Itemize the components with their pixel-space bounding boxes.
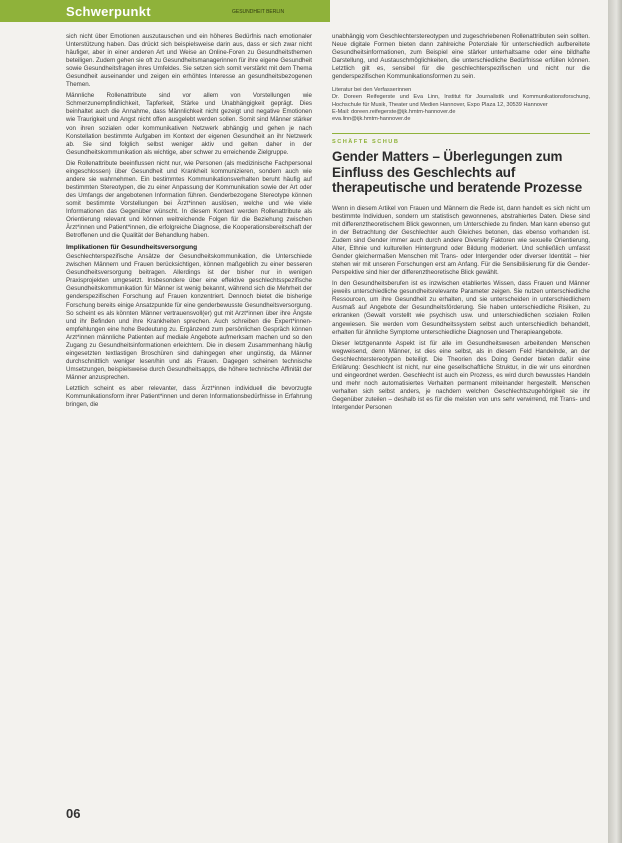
article-tag: SCHÄFTE SCHUB	[332, 139, 400, 146]
page-number: 06	[66, 806, 81, 821]
body-paragraph: Männliche Rollenattribute sind vor allem von Vorstellungen wie Schmerzunempfindlichkeit, Tapferkeit, Stärke und Unabhängigkeit geprägt. Dies beinhaltet auch die Annahme, dass Männlichkeit nicht gezeigt und negative Emotionen wie Traurigkeit und Angst nicht offen ausgelebt werden sollen. Somit sind Männer stärker von ihren sozialen oder kommunikativen Netzwerk abhängig und gehen je nach Konstellation bestimmte Aufgaben im Kontext der eigenen Gesundheit an ihr Netzwerk ab. Sie sind folglich selbst weniger aktiv und gelten daher in der Gesundheitskommunikation als wichtige, aber schwer zu erreichende Zielgruppe.	[66, 92, 312, 156]
section-header-band	[0, 0, 330, 22]
article-headline: Gender Matters – Überlegungen zum Einfluss des Geschlechts auf therapeutische und beratende Prozesse	[332, 149, 583, 196]
body-paragraph: Geschlechterspezifische Ansätze der Gesundheitskommunikation, die Unterschiede zwischen Männern und Frauen berücksichtigen, können maßgeblich zu einer besseren Gesundheitsversorgung beitragen. Allerdings ist der bisher nur in wenigen Praxisprojekten umgesetzt. Insbesondere über eine effektive geschlechtsspezifische Gesundheitskommunikation für Männer ist wenig bekannt, während sich die Mehrheit der genderspezifischen Forschung auf Frauen konzentriert. Dennoch bietet die bisherige Forschung bereits einige Ansatzpunkte für eine genderbewusste Gesundheitsversorgung. So scheint es als könnten Männer vertrauensvoll(er) gut mit Arzt*innen über ihre Ängste und ihr Befinden und ihre Krankheiten sprechen. Auch schreiben die Expert*innen-empfehlungen eine hohe Bedeutung zu. Ergänzend zum persönlichen Gespräch können Arzt*innen männliche Patienten auf mediale Angebote aufmerksam machen und so den Zugang zu Gesundheitsinformationen erleichtern. Die in diesem Zusammenhang häufig eingesetzten textlastigen Broschüren sind dahingegen eher ungünstig, da Männer durchschnittlich weniger lesen/hin und als Frauen. Dagegen scheinen technische Umsetzungen, beispielsweise durch Gesundheitsapps, die höhere technische Affinität der Männer anzusprechen.	[66, 253, 312, 381]
body-paragraph: Dieser letztgenannte Aspekt ist für alle im Gesundheitswesen arbeitenden Menschen wegweisend, denn Männer, ist dies eine selbst, als in diesem Feld Handelnde, an der Geschlechterstereotypen beteiligt. Die Theorien des Doing Gender bieten dafür eine Erklärung: Geschlecht ist nicht, nur eine gesellschaftliche Struktur, in die wir uns einordnen und eingeordnet werden. Geschlecht ist auch ein Prozess, es wird durch bewusstes Handeln und mehr noch automatisiertes Verhalten permanent miteinander hergestellt. Menschen verhalten sich selbst anders, je nachdem welchen Geschlechtszugehörigkeit sie ihr Gegenüber zuteilen – deshalb ist es für die meisten von uns sehr verwirrend, mit Trans- und Intergender Personen	[332, 339, 590, 411]
page-edge	[608, 0, 622, 843]
body-paragraph: Die Rollenattribute beeinflussen nicht nur, wie Personen (als medizinische Fachpersonal eingeschlossen) über Gesundheit und Krankheit kommunizieren, sondern auch wie andere sie wahrnehmen. Ein bestimmtes Kommunikationsverhalten beruht häufig auf bestimmten Stereotypen, die zu einer Anpassung der Kommunikation sowie der Art oder des Umfangs der angebotenen Information führen. Genderbezogene Stereotype können somit bestimmte Vorstellungen bei Ärzt*innen auslösen, welche und wie viele Informationen das Gegenüber wünscht. In diesem Kontext werden Rollenattribute als Orientierung relevant und können weitreichende Folgen für die Beziehung zwischen Ärzt*innen und Patient*innen, die erfolgreiche Diagnose, die Kooperationsbereitschaft der Betroffenen und die Qualität der Behandlung haben.	[66, 159, 312, 240]
subheading: Implikationen für Gesundheitsversorgung	[66, 244, 198, 252]
body-paragraph: sich nicht über Emotionen auszutauschen und ein höheres Bedürfnis nach emotionaler Unterstützung haben. Das drückt sich beispielsweise darin aus, dass er sich zwar nicht häufiger, aber in einer anderen Art und Weise an Online-Foren zu Gesundheitsthemen beteiligen. Zudem gehen sie oft zu Gesundheitsmanagerinnen für ihre eigene Gesundheit sowie Gesundheitsfragen ihres Umfeldes. Sie setzen sich somit verstärkt mit dem Thema Gesundheit auseinander und zeigen ein erhöhtes Interesse an gesundheitsbezogenen Themen.	[66, 33, 312, 89]
author-email[interactable]: E-Mail: doreen.reifegerste@ijk.hmtm-hannover.de	[332, 108, 456, 115]
author-label: Literatur bei den Verfasserinnen	[332, 87, 412, 94]
left-column	[66, 33, 312, 412]
body-paragraph: Wenn in diesem Artikel von Frauen und Männern die Rede ist, dann handelt es sich nicht um bestimmte Individuen, sondern um statistisch gewonnenes, abstrahiertes Daten. Diese sind mit differenztheoretischem Blick gewonnen, um Unterschiede zu finden. Man kann ebenso gut in der Betrachtung der Geschlechter auch Gleiches betonen, das ebenso vorhanden ist. Zudem sind Gender immer auch durch andere Diversity Faktoren wie sexuelle Orientierung, Alter, Ethnie und kulturellen Hintergrund oder Bildung moderiert. Und schließlich umfasst Gender gleichermaßen Menschen mit Trans- oder Intergender oder diverser Identität – hier stehen wir mit unseren Forschungen erst am Anfang. Für die Sensibilisierung für die Gender-Perspektive sind hier der differenztheoretische Blick gewählt.	[332, 204, 590, 277]
section-title: Schwerpunkt	[66, 4, 151, 19]
section-subline: GESUNDHEIT BERLIN	[232, 9, 285, 15]
body-paragraph: Letztlich scheint es aber relevanter, dass Ärzt*innen individuell die bevorzugte Kommunikationsform ihrer Patient*innen und deren Informationsbedürfnisse in Erfahrung bringen, die	[66, 384, 312, 409]
right-column	[332, 33, 590, 415]
article-divider	[332, 133, 590, 134]
author-email-2[interactable]: eva.linn@ijk.hmtm-hannover.de	[332, 116, 411, 123]
author-names: Dr. Doreen Reifegerste und Eva Linn, Institut für Journalistik und Kommunikationsforschung, Hochschule für Musik, Theater und Medien Hannover, Expo Plaza 12, 30539 Hannover	[332, 94, 590, 108]
body-paragraph: unabhängig vom Geschlechterstereotypen und zugeschriebenen Rollenattributen sein sollten. Neue digitale Formen bieten dann zahlreiche Potenziale für unterschiedlich aufbereitete Gesundheitsinformationen, zum Beispiel eine stärker unterhaltsame oder eine bildhafte Darstellung, und Austauschmöglichkeiten, die unterschiedliche Bedürfnisse erfüllen können. Letztlich gilt es, sensibel für die geschlechterspezifischen und nicht nur die genderspezifischen Kommunikationsformen zu sein.	[332, 33, 590, 81]
body-paragraph: In den Gesundheitsberufen ist es inzwischen etabliertes Wissen, dass Frauen und Männer jeweils unterschiedliche gesundheitsrelevante Parameter zeigen. Sie nutzen unterschiedliche Ressourcen, um ihre Gesundheit zu erhalten, und sie unterscheiden in unterschiedlichem Ausmaß auf Angebote der Gesundheitsförderung. Sie haben unterschiedliche Risiken, zu erkranken (Gewalt vorstellt wie psychisch usw. und unterschiedlichen sozialen Rollen angewiesen. Sie werden vom Gesundheitssystem selbst auch unterschiedlich behandelt, erhalten für ähnliche Symptome unterschiedliche Diagnosen und Therapieangebote.	[332, 280, 590, 336]
author-box	[332, 87, 590, 123]
